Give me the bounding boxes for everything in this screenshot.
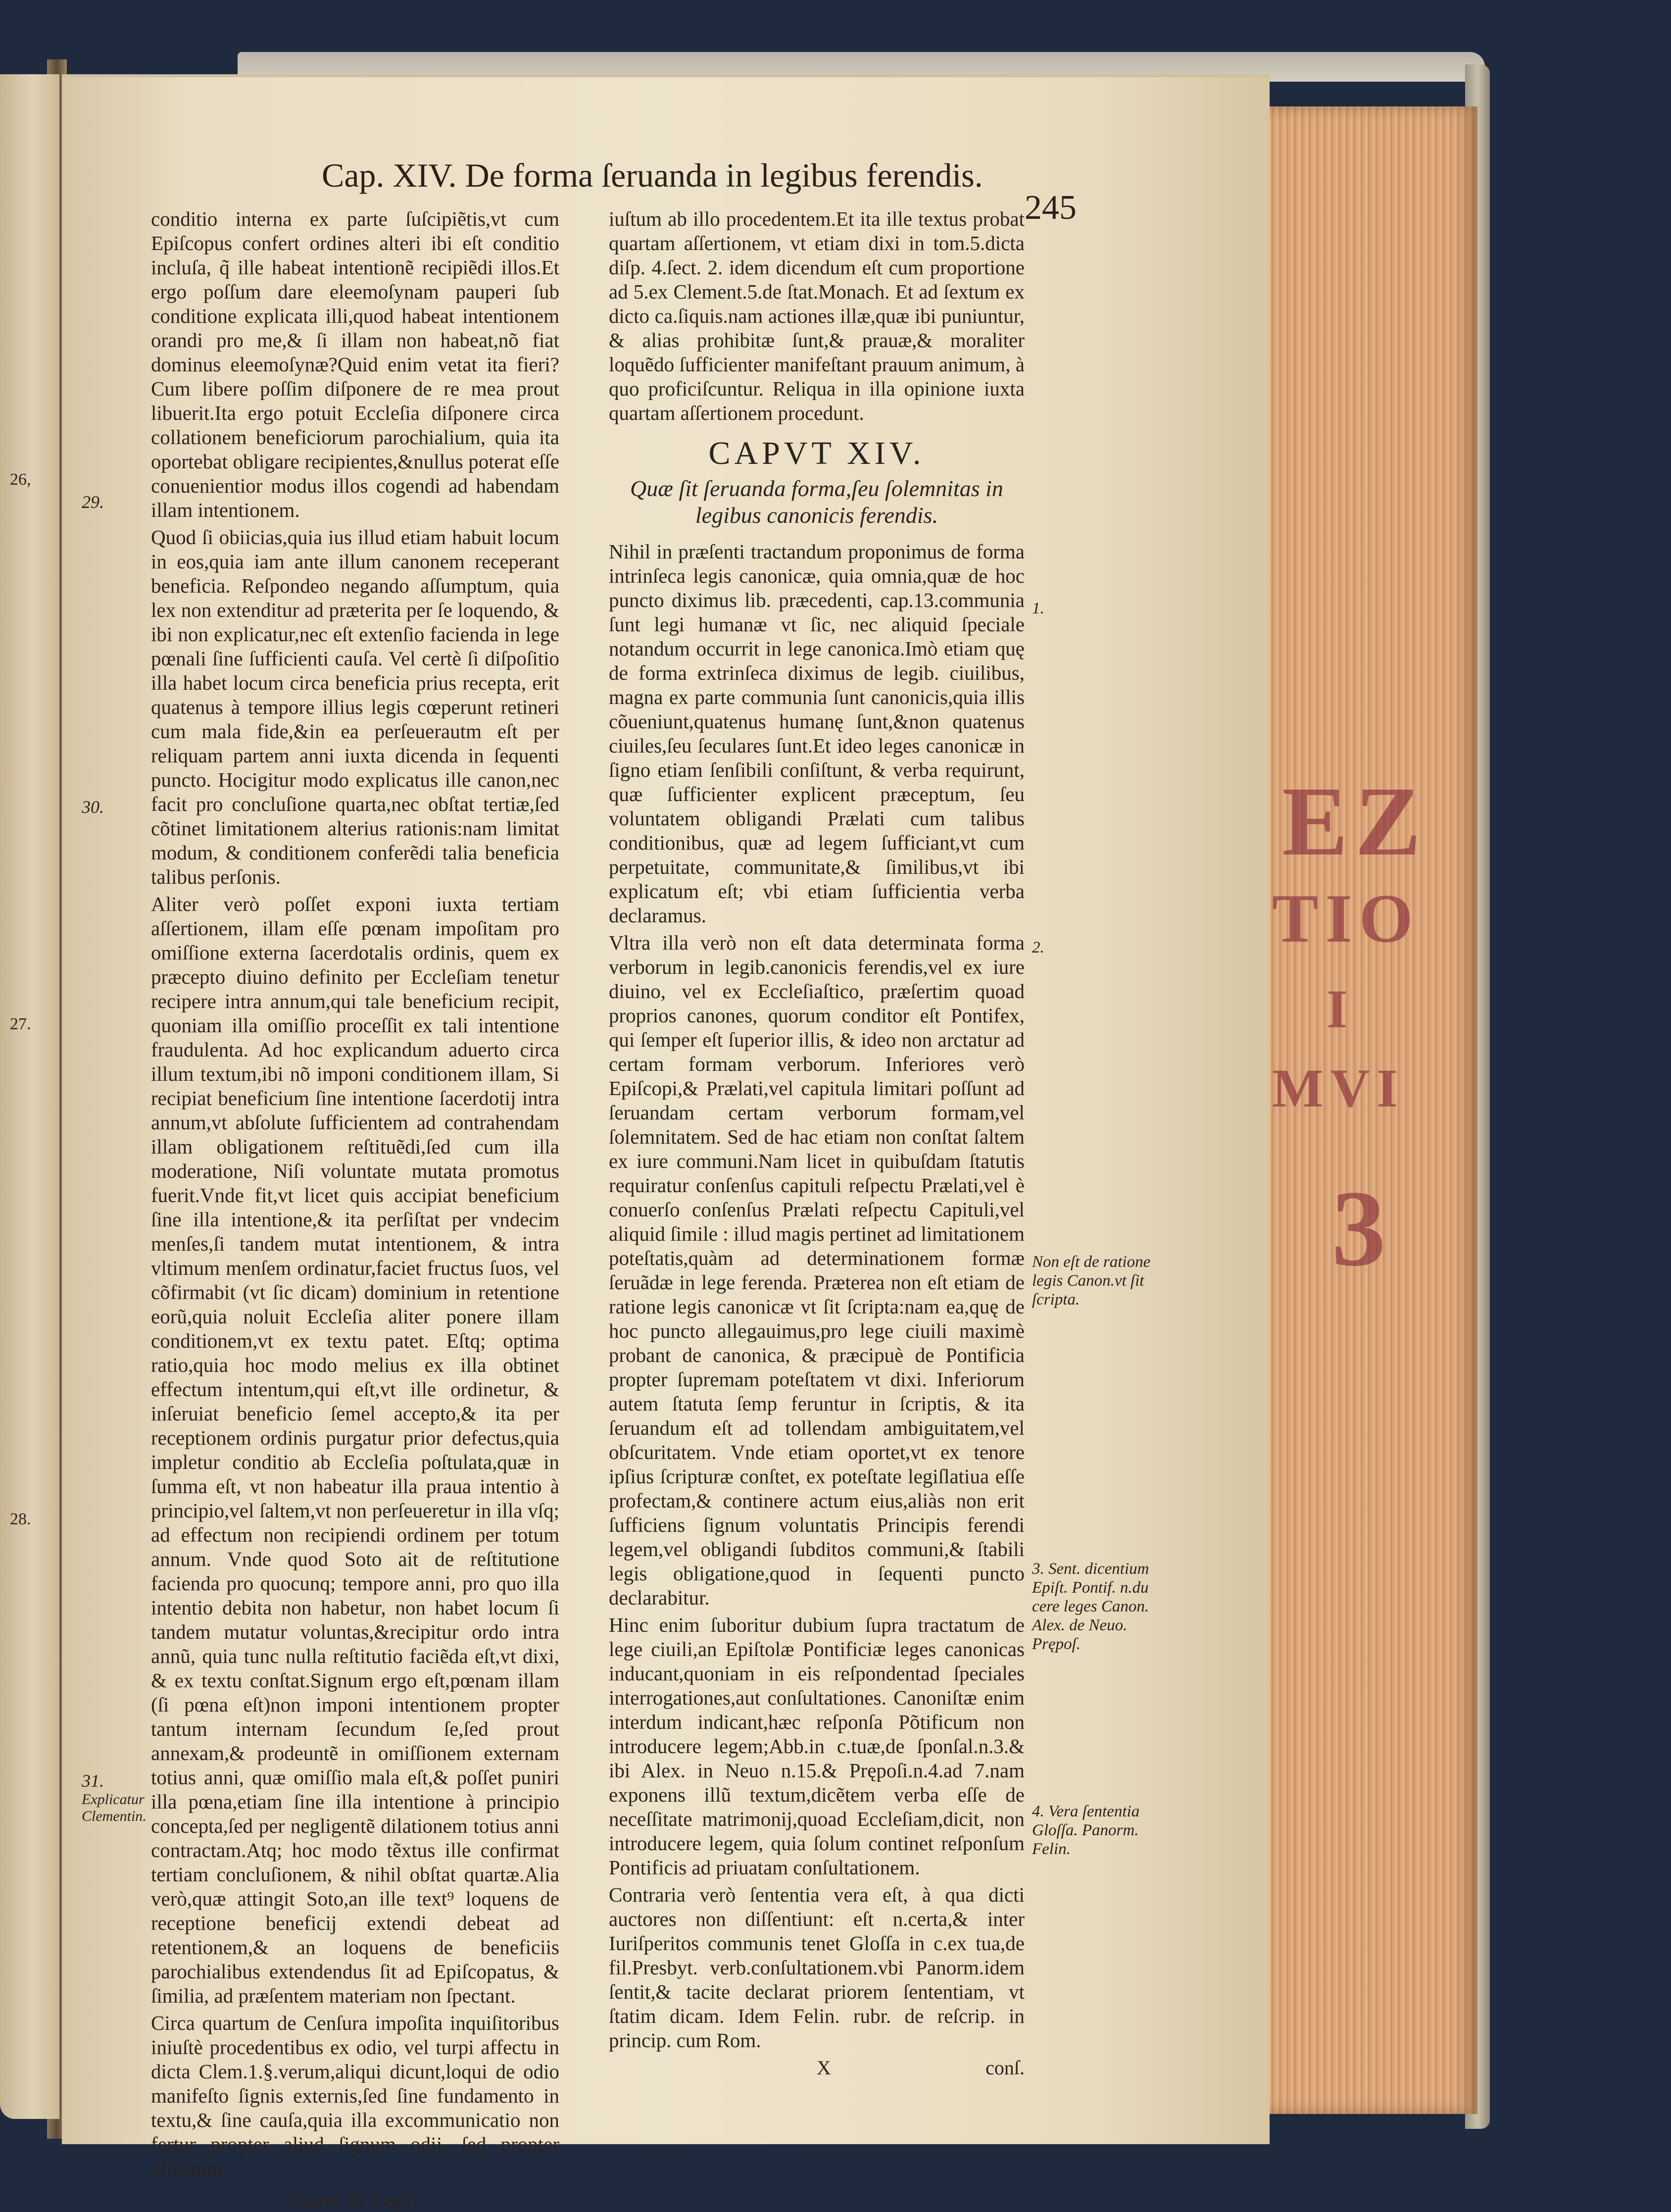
left-paragraph-2: Quod ſi obiicias,quia ius illud etiam habuit locum in eos,quia iam ante illum canonem receperant beneficia. Reſpondeo negando aſſumptum, quia lex non extenditur ad præterita per ſe loquendo, & ibi non explicatur,nec eſt extenſio facienda in lege pœnali ſine ſufficienti cauſa. Vel certè ſi diſpoſitio illa habet locum circa beneficia prius recepta, erit quatenus à tempore illius legis cœperunt retineri cum mala fide,&in ea perſeuerautm eſt per reliquam partem anni iuxta dicenda in ſequenti puncto. Hocigitur modo explicatus ille canon,nec facit pro concluſione quarta,nec obſtat tertiæ,ſed cõtinet limitationem alterius rationis:nam limitat modum, & conditionem conferẽdi talia beneficia talibus perſonis. [151,526,559,888]
stamp-line-2: TIO [1272,880,1420,957]
left-edge-mark-3: 28. [10,1510,31,1528]
margin-note-2: 2. [1032,939,1044,956]
left-edge-mark-2: 27. [10,1015,31,1033]
stamp-line-5: 3 [1331,1168,1393,1289]
right-paragraph-2: Vltra illa verò non eſt data determinata forma verborum in legib.canonicis ferendis,vel ex iure diuino, vel ex Eccleſiaſtico, præſertim quoad proprios canones, quorum conditor eſt Pontifex, qui ſemper eſt ſuperior illis, & ideo non arctatur ad certam formam verborum. Inferiores verò Epiſcopi,& Prælati,vel capitula limitari poſſunt ad ſeruandam certam verborum formam,vel ſolemnitatem. Sed de hac etiam non conſtat ſaltem ex iure communi.Nam licet in quibuſdam ſtatutis requiratur conſenſus capituli reſpectu Prælati,vel è conuerſo conſenſus Prælati reſpectu Capituli,vel aliquid ſimile : illud magis pertinet ad limitationem poteſtatis,quàm ad determinationem formæ ſeruãdæ in lege ferenda. Præterea non eſt etiam de ratione legis canonicæ vt ſit ſcripta:nam ea,quę de hoc puncto allegauimus,pro lege ciuili maximè probant de canonica, & præcipuè de Pontificia propter ſupremam poteſtatem vt dixi. Inferiorum autem ſtatuta ſemp feruntur in ſcriptis, & ita ſeruandum eſt ad tollendam ambiguitatem,vel obſcuritatem. Vnde etiam oportet,vt ex tenore ipſius ſcripturæ conſtet, ex poteſtate legiſlatiua eſſe profectam,& continere actum eius,aliàs non erit ſufficiens ſignum voluntatis Principis ferendi legem,vel obligandi ſubditos communi,& ſtabili legis obligatione,quod in ſequenti puncto declarabitur. [609,931,1025,1609]
stamp-line-1: EZ [1282,767,1428,876]
paragraph-number-30: 30. [82,797,104,817]
left-margin-note: Explicatur Clementin. [82,1791,147,1824]
margin-note-5: 4. Vera ſententia Gloſſa. Panorm. Felin. [1032,1803,1140,1858]
right-paragraph-continuation: iuſtum ab illo procedentem.Et ita ille textus probat quartam aſſertionem, vt etiam dixi in tom.5.dicta diſp. 4.ſect. 2. idem dicendum eſt cum proportione ad 5.ex Clement.5.de ſtat.Monach. Et ad ſextum ex dicto ca.ſiquis.nam actiones illæ,quæ ibi puniuntur, & alias prohibitæ ſunt,& prauæ,& moraliter loquẽdo ſufficienter manifeſtant prauum animum, à quo proficiſcuntur. Reliqua in illa opinione iuxta quartam aſſertionem procedunt. [609,207,1025,424]
margin-note-3: Non eſt de ratione legis Canon.vt ſit ſcripta. [1032,1253,1151,1308]
signature-mark: X [817,2057,831,2079]
page-fore-edge [1252,106,1477,2114]
previous-page-edge [0,74,59,2119]
folio-number: 245 [1025,189,1077,227]
paragraph-number-29: 29. [82,492,104,512]
left-paragraph-4: Circa quartum de Cenſura impoſita inquiſitoribus iniuſtè procedentibus ex odio, vel turpi affectu in dicta Clem.1.§.verum,aliqui dicunt,loqui de odio manifeſto ſignis externis,ſed ſine fundamento in textu,& ſine cauſa,quia illa excommunicatio non fertur propter aliud ſignum odij, ſed propter effectum [151,2011,559,2180]
left-column [82,207,559,2212]
stamp-line-4: MVI [1272,1058,1405,1118]
right-paragraph-3: Hinc enim ſuboritur dubium ſupra tractatum de lege ciuili,an Epiſtolæ Pontificiæ leges canonicas inducant,quoniam in eis reſpondentad ſpeciales interrogationes,aut conſultationes. Canoniſtæ enim interdum indicant,hæc reſponſa Põtificum non introducere legem;Abb.in c.tuæ,de ſponſal.n.3.& ibi Alex. in Neuo n.15.& Prępoſi.n.4.ad 7.nam exponens illũ textum,dicẽtem verba eſſe de neceſſitate matrimonij,quoad Eccleſiam,dicit, non introducere legem, quia ſolum continet reſponſum Pontificis ad priuatam conſultationem. [609,1613,1025,1879]
stamp-line-3: I [1327,979,1355,1039]
left-paragraph-1: conditio interna ex parte ſuſcipiẽtis,vt cum Epiſcopus confert ordines alteri ibi eſt conditio incluſa, q̃ ille habeat intentionẽ recipiẽdi illos.Et ergo poſſum dare eleemoſynam pauperi ſub conditione explicata illi,quod habeat intentionem orandi pro me,& ſi illam non habeat,nõ fiat dominus eleemoſynæ?Quid enim vetat ita fieri?Cum libere poſſim diſponere de re mea prout libuerit.Ita ergo potuit Eccleſia diſponere circa collationem beneficiorum parochialium, quia ita oportebat obligare recipientes,&nullus poterat eſſe conuenientior modus illos cogendi ad habendam illam intentionem. [151,207,559,521]
left-edge-mark-1: 26, [10,470,31,489]
catchword: conſ. [985,2057,1025,2079]
right-paragraph-4: Contraria verò ſententia vera eſt, à qua dicti auctores non diſſentiunt: eſt n.certa,& inter Iuriſperitos communis tenet Gloſſa in c.ex tua,de fil.Presbyt. verb.conſultationem.vbi Panorm.idem ſentit,& tacite declarat priorem ſententiam, vt ſtatim dicam. Idem Felin. rubr. de reſcrip. in princip. cum Rom. [609,1883,1025,2052]
paragraph-number-31: 31. [82,1771,104,1791]
right-column [609,207,1025,2080]
margin-note-1: 1. [1032,600,1044,617]
left-paragraph-3: Aliter verò poſſet exponi iuxta tertiam aſſertionem, illam eſſe pœnam impoſitam pro omiſſione externa ſacerdotalis ordinis, quem ex præcepto diuino definito per Eccleſiam tenetur recipere intra annum,qui tale beneficium recipit, quoniam illa omiſſio proceſſit ex tali intentione fraudulenta. Ad hoc explicandum aduerto circa illum textum,ibi nõ imponi conditionem illam, Si recipiat beneficium ſine intentione ſacerdotij intra annum,vt abſolute ſufficientem ad contrahendam illam obligationem reſtituẽdi,ſed cum illa moderatione, Niſi voluntate mutata promotus fuerit.Vnde fit,vt licet quis accipiat beneficium ſine illa intentione,& ita perſiſtat per vndecim menſes,ſi tandem mutat intentionem, & intra vltimum menſem ordinatur,faciet fructus ſuos, vel cõfirmabit (vt ſic dicam) dominium in retentione eorũ,quia noluit Eccleſia aliter ponere illam conditionem,vt ex textu patet. Eſtq; optima ratio,quia hoc modo melius ex illa obtinet effectum intentum,qui eſt,vt ille ordinetur, & inſeruiat beneficio ſemel accepto,& ita per receptionem ordinis purgatur prior defectus,quia impletur conditio ab Eccleſia poſtulata,quæ in ſumma eſt, vt non habeatur illa praua intentio à principio,vel ſaltem,vt non perſeueretur in illa vſq; ad effectum non recipiendi ordinem per totum annum. Vnde quod Soto ait de reſtitutione facienda pro quocunq; tempore anni, pro quo illa intentio debita non habetur, non habet locum ſi tandem mutatur voluntas,&recipitur ordo intra annũ, quia tunc nulla reſtitutio faciẽda eſt,vt dixi, & ex textu conſtat.Signum ergo eſt,pœnam illam (ſi pœna eſt)non imponi intentionem propter tantum internam ſecundum ſe,ſed prout annexam,& prodeuntẽ in omiſſionem externam totius anni, quæ omiſſio mala eſt,& poſſet puniri illa pœna,etiam ſine illa intentione à principio concepta,ſed per negligentẽ dilationem totius anni contractam.Atq; hoc modo tẽxtus ille confirmat tertiam concluſionem, & nihil obſtat quartæ.Alia verò,quæ attingit Soto,an ille text⁹ loquens de receptione beneficij extendi debeat ad retentionem,& an loquens de beneficiis parochialibus extendendus ſit ad Epiſcopatus, & ſimilia, ad præſentem materiam non ſpectant. [151,893,559,2007]
chapter-title: CAPVT XIV. [708,435,925,471]
running-head: Cap. XIV. De forma ſeruanda in legibus ferendis. [322,156,983,194]
signature-line: Suarez de Legib. [288,2189,422,2211]
chapter-subtitle: Quæ ſit ſeruanda forma,ſeu ſolemnitas in legibus canonicis ferendis. [630,476,1003,528]
right-paragraph-1: Nihil in præſenti tractandum proponimus de forma intrinſeca legis canonicæ, quia omnia,quæ de hoc puncto diximus lib. præcedenti, cap.13.communia ſunt legi humanæ vt ſic, nec aliquid ſpeciale notandum occurrit in lege canonica.Imò etiam quę de forma extrinſeca diximus de legib. ciuilibus, magna ex parte communia ſunt canonicis,quia illis cõueniunt,quatenus humanę ſunt,&non quatenus ciuiles,ſeu ſeculares ſunt.Et ideo leges canonicæ in ſigno etiam ſenſibili conſiſtunt, & verba requirunt, quæ ſufficienter explicent præceptum, ſeu voluntatem obligandi Prælati cum talibus conditionibus, quæ ad legem ſufficiant,vt cum perpetuitate, communitate,& ſimilibus,vt ibi explicatum eſt; vbi etiam ſufficientia verba declaramus. [609,540,1025,927]
margin-note-4: 3. Sent. dicentium Epiſt. Pontif. n.du cere leges Canon. Alex. de Neuo. Prępoſ. [1032,1560,1149,1653]
